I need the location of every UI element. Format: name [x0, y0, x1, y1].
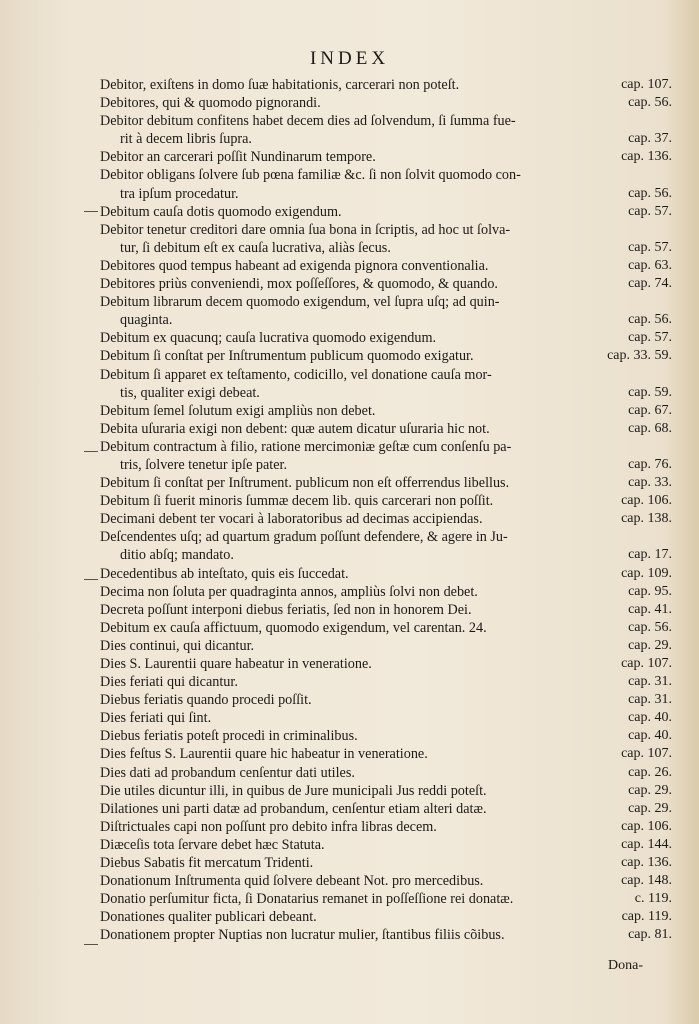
index-entry — [100, 926, 680, 944]
entry-text-continuation: tis, qualiter exigi debeat. — [120, 384, 260, 401]
chapter-reference: cap. 138. — [621, 511, 672, 527]
chapter-reference: cap. 33. — [628, 475, 672, 491]
index-entry — [100, 709, 680, 727]
chapter-reference: cap. 109. — [621, 565, 672, 581]
entry-text: Diebus feriatis quando procedi poſſit. — [100, 692, 312, 709]
index-entry — [100, 655, 680, 673]
entry-text: Debita uſuraria exigi non debent: quæ autem dicatur uſuraria hic not. — [100, 420, 490, 437]
entry-text-continuation: rit à decem libris ſupra. — [120, 131, 252, 148]
entry-text: Decedentibus ab inteſtato, quis eis ſuccedat. — [100, 565, 349, 582]
entry-text: Dies feſtus S. Laurentii quare hic habeatur in veneratione. — [100, 746, 428, 763]
index-entry — [100, 745, 680, 763]
index-entry — [100, 148, 680, 166]
entry-text: Debitum ſemel ſolutum exigi ampliùs non debet. — [100, 402, 376, 419]
entry-text: Debitores, qui & quomodo pignorandi. — [100, 95, 321, 112]
index-entry — [100, 528, 680, 564]
chapter-reference: cap. 148. — [621, 873, 672, 889]
entry-text: Debitum librarum decem quomodo exigendum, vel ſupra uſq; ad quin- — [100, 294, 500, 311]
chapter-reference: cap. 56. — [628, 312, 672, 328]
chapter-reference: cap. 136. — [621, 855, 672, 871]
index-entry — [100, 76, 680, 94]
entry-text-continuation: tra ipſum procedatur. — [120, 185, 239, 202]
chapter-reference: cap. 106. — [621, 818, 672, 834]
entry-text: Donationem propter Nuptias non lucratur mulier, ſtantibus filiis cõibus. — [100, 927, 505, 944]
entry-text: Decima non ſoluta per quadraginta annos, ampliùs ſolvi non debet. — [100, 583, 478, 600]
entry-text: Debitores priùs conveniendi, mox poſſeſſores, & quomodo, & quando. — [100, 276, 498, 293]
chapter-reference: cap. 57. — [628, 203, 672, 219]
chapter-reference: cap. 57. — [628, 239, 672, 255]
chapter-reference: cap. 107. — [621, 746, 672, 762]
chapter-reference: cap. 67. — [628, 402, 672, 418]
index-entry — [100, 366, 680, 402]
page-title: INDEX — [309, 48, 390, 69]
chapter-reference: cap. 95. — [628, 583, 672, 599]
entry-text: Debitum ex quacunq; cauſa lucrativa quomodo exigendum. — [100, 330, 437, 347]
chapter-reference: cap. 107. — [621, 656, 672, 671]
index-entry — [100, 402, 680, 420]
index-entry — [100, 691, 680, 709]
index-entry — [100, 492, 680, 510]
entry-text: Debitum ſi conſtat per Inſtrumentum publicum quomodo exigatur. — [100, 348, 474, 365]
index-entry — [100, 673, 680, 691]
entry-text: Diebus feriatis poteſt procedi in criminalibus. — [100, 728, 358, 745]
index-entries — [100, 76, 680, 945]
entry-text-continuation: tur, ſi debitum eſt ex cauſa lucrativa, aliàs ſecus. — [120, 239, 391, 256]
chapter-reference: cap. 17. — [628, 547, 672, 563]
entry-text: Debitum ſi fuerit minoris ſummæ decem lib. quis carcerari non poſſit. — [100, 493, 494, 510]
entry-text: Donationes qualiter publicari debeant. — [100, 909, 317, 926]
index-entry — [100, 221, 680, 257]
index-entry — [100, 583, 680, 601]
margin-mark — [84, 211, 98, 212]
chapter-reference: cap. 56. — [628, 185, 672, 201]
chapter-reference: cap. 81. — [628, 927, 672, 943]
entry-text: Diæceſis tota ſervare debet hæc Statuta. — [100, 836, 325, 853]
chapter-reference: cap. 37. — [628, 131, 672, 147]
index-entry — [100, 764, 680, 782]
entry-text-continuation: quaginta. — [120, 312, 173, 329]
entry-text: Dies feriati qui dicantur. — [100, 674, 238, 691]
chapter-reference: cap. 106. — [621, 493, 672, 509]
chapter-reference: cap. 136. — [621, 149, 672, 165]
chapter-reference: cap. 144. — [621, 836, 672, 852]
index-entry — [100, 510, 680, 528]
index-entry — [100, 836, 680, 854]
chapter-reference: cap. 74. — [628, 276, 672, 292]
entry-text: Diſtrictuales capi non poſſunt pro debito infra libras decem. — [100, 818, 437, 835]
chapter-reference: cap. 31. — [628, 674, 672, 690]
entry-text: Debitum ſi conſtat per Inſtrument. publicum non eſt offerrendus libellus. — [100, 475, 510, 492]
index-entry — [100, 872, 680, 890]
index-entry — [100, 818, 680, 836]
catchword: Dona- — [608, 958, 643, 973]
entry-text: Debitor debitum confitens habet decem dies ad ſolvendum, ſi ſumma fue- — [100, 113, 516, 130]
chapter-reference: cap. 40. — [628, 710, 672, 726]
index-entry — [100, 800, 680, 818]
entry-text: Dilationes uni parti datæ ad probandum, cenſentur etiam alteri datæ. — [100, 800, 487, 817]
index-entry — [100, 257, 680, 275]
entry-text-continuation: ditio abſq; mandato. — [120, 547, 234, 564]
chapter-reference: cap. 68. — [628, 420, 672, 436]
entry-text: Decreta poſſunt interponi diebus feriatis, ſed non in honorem Dei. — [100, 601, 472, 618]
chapter-reference: cap. 40. — [628, 728, 672, 744]
entry-text: Dies dati ad probandum cenſentur dati utiles. — [100, 764, 355, 781]
entry-text: Dies feriati qui ſint. — [100, 710, 212, 727]
index-entry — [100, 565, 680, 583]
entry-text: Debitum cauſa dotis quomodo exigendum. — [100, 203, 342, 220]
margin-mark — [84, 451, 98, 452]
index-entry — [100, 619, 680, 637]
chapter-reference: c. 119. — [634, 891, 672, 907]
index-entry — [100, 637, 680, 655]
index-entry — [100, 727, 680, 745]
index-entry — [100, 601, 680, 619]
index-entry — [100, 329, 680, 347]
chapter-reference: cap. 63. — [628, 257, 672, 273]
entry-text: Deſcendentes uſq; ad quartum gradum poſſunt defendere, & agere in Ju- — [100, 529, 508, 546]
index-entry — [100, 782, 680, 800]
index-entry — [100, 203, 680, 221]
index-entry — [100, 112, 680, 148]
entry-text: Die utiles dicuntur illi, in quibus de Jure municipali Jus reddi poteſt. — [100, 782, 487, 799]
index-entry — [100, 474, 680, 492]
index-entry — [100, 890, 680, 908]
entry-text: Donationum Inſtrumenta quid ſolvere debeant Not. pro mercedibus. — [100, 873, 484, 890]
chapter-reference: cap. 33. 59. — [607, 348, 672, 364]
chapter-reference: cap. 29. — [628, 800, 672, 816]
index-entry — [100, 94, 680, 112]
entry-text-continuation: tris, ſolvere tenetur ipſe pater. — [120, 456, 288, 473]
chapter-reference: cap. 29. — [628, 782, 672, 798]
entry-text: Decimani debent ter vocari à laboratoribus ad decimas accipiendas. — [100, 511, 483, 528]
chapter-reference: cap. 26. — [628, 764, 672, 780]
index-entry — [100, 275, 680, 293]
chapter-reference: cap. 31. — [628, 692, 672, 708]
entry-text: Debitum contractum à filio, ratione mercimoniæ geſtæ cum conſenſu pa- — [100, 438, 512, 455]
index-entry — [100, 438, 680, 474]
chapter-reference: cap. 76. — [628, 456, 672, 472]
chapter-reference: cap. 59. — [628, 384, 672, 400]
index-entry — [100, 854, 680, 872]
index-entry — [100, 166, 680, 202]
entry-text: Donatio perſumitur ficta, ſi Donatarius remanet in poſſeſſione rei donatæ. — [100, 891, 514, 908]
chapter-reference: cap. 41. — [628, 601, 672, 617]
margin-mark — [84, 579, 98, 580]
entry-text: Dies continui, qui dicantur. — [100, 637, 255, 654]
entry-text: Debitores quod tempus habeant ad exigenda pignora conventionalia. — [100, 257, 489, 274]
chapter-reference: cap. 119. — [621, 909, 672, 925]
index-entry — [100, 293, 680, 329]
index-entry — [100, 347, 680, 365]
entry-text: Debitor tenetur creditori dare omnia ſua bona in ſcriptis, ad hoc ut ſolva- — [100, 221, 511, 238]
chapter-reference: cap. 57. — [628, 330, 672, 346]
entry-text: Debitor an carcerari poſſit Nundinarum tempore. — [100, 149, 376, 166]
entry-text: Debitor, exiſtens in domo ſuæ habitationis, carcerari non poteſt. — [100, 77, 460, 93]
chapter-reference: cap. 107. — [621, 77, 672, 92]
entry-text: Debitum ſi apparet ex teſtamento, codicillo, vel donatione cauſa mor- — [100, 366, 492, 383]
chapter-reference: cap. 29. — [628, 637, 672, 653]
entry-text: Dies S. Laurentii quare habeatur in veneratione. — [100, 656, 372, 672]
margin-mark — [84, 944, 98, 945]
entry-text: Debitum ex cauſa affictuum, quomodo exigendum, vel carentan. 24. — [100, 619, 487, 636]
entry-text: Debitor obligans ſolvere ſub pœna familiæ &c. ſi non ſolvit quomodo con- — [100, 167, 521, 184]
chapter-reference: cap. 56. — [628, 619, 672, 635]
index-entry — [100, 420, 680, 438]
entry-text: Diebus Sabatis fit mercatum Tridenti. — [100, 855, 314, 872]
chapter-reference: cap. 56. — [628, 95, 672, 111]
index-entry — [100, 908, 680, 926]
